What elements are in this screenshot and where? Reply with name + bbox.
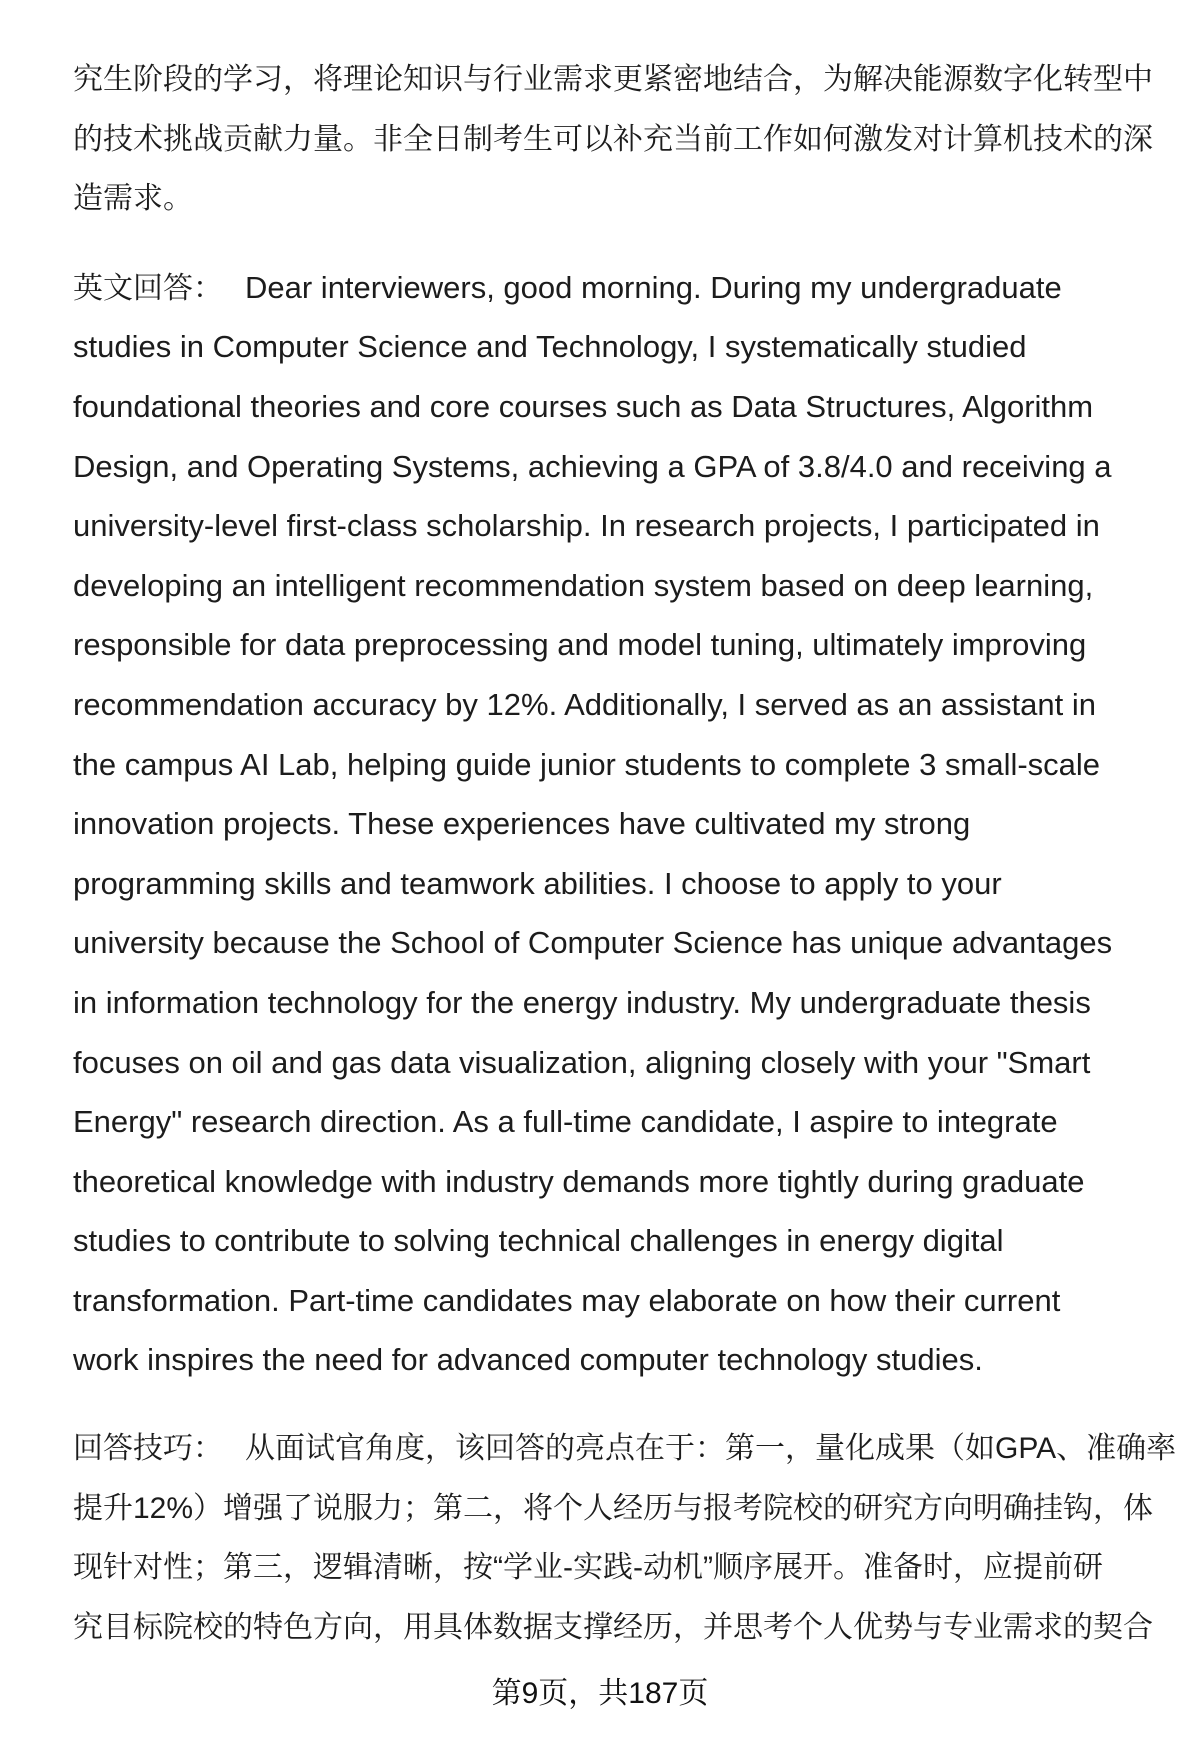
paragraph-continuation <box>73 50 1183 229</box>
text-line: university-level first-class scholarship. In research projects, I participated in <box>73 508 1100 544</box>
text-line: developing an intelligent recommendation system based on deep learning, <box>73 567 1094 603</box>
text-line: innovation projects. These experiences have cultivated my strong <box>73 806 971 842</box>
text-line: in information technology for the energy industry. My undergraduate thesis <box>73 984 1091 1020</box>
text-line: 现针对性；第三，逻辑清晰，按“学业-实践-动机”顺序展开。准备时，应提前研 <box>73 1551 1103 1585</box>
text-line: 究目标院校的特色方向，用具体数据支撑经历，并思考个人优势与专业需求的契合 <box>73 1610 1153 1644</box>
text-line <box>73 258 1183 318</box>
text-line: focuses on oil and gas data visualization, aligning closely with your "Smart <box>73 1044 1091 1080</box>
text-line: transformation. Part-time candidates may elaborate on how their current <box>73 1282 1061 1318</box>
document-page <box>73 50 1183 1686</box>
paragraph-label: 英文回答： <box>73 271 223 305</box>
text-line: recommendation accuracy by 12%. Additionally, I served as an assistant in <box>73 686 1096 722</box>
text-line <box>73 1419 1183 1479</box>
text-line: theoretical knowledge with industry demands more tightly during graduate <box>73 1163 1085 1199</box>
paragraph-english-answer <box>73 258 1183 1390</box>
text-line: Design, and Operating Systems, achieving a GPA of 3.8/4.0 and receiving a <box>73 448 1112 484</box>
text-line: work inspires the need for advanced computer technology studies. <box>73 1342 983 1378</box>
paragraph-label: 回答技巧： <box>73 1432 223 1466</box>
text-line: 造需求。 <box>73 182 193 216</box>
text-line: studies in Computer Science and Technology, I systematically studied <box>73 329 1027 365</box>
text-line: 的技术挑战贡献力量。非全日制考生可以补充当前工作如何激发对计算机技术的深 <box>73 122 1153 156</box>
text-line: foundational theories and core courses such as Data Structures, Algorithm <box>73 388 1094 424</box>
text-line-content: 从面试官角度，该回答的亮点在于：第一，量化成果（如GPA、准确率 <box>245 1432 1177 1466</box>
page-number-footer: 第9页，共187页 <box>491 1677 709 1710</box>
text-line: 提升12%）增强了说服力；第二，将个人经历与报考院校的研究方向明确挂钩，体 <box>73 1491 1154 1525</box>
text-line: responsible for data preprocessing and model tuning, ultimately improving <box>73 627 1087 663</box>
text-line: the campus AI Lab, helping guide junior students to complete 3 small-scale <box>73 746 1101 782</box>
text-line: 究生阶段的学习，将理论知识与行业需求更紧密地结合，为解决能源数字化转型中 <box>73 63 1153 96</box>
text-line: studies to contribute to solving technical challenges in energy digital <box>73 1223 1004 1259</box>
text-line: programming skills and teamwork abilities. I choose to apply to your <box>73 865 1002 901</box>
text-line: Energy" research direction. As a full-time candidate, I aspire to integrate <box>73 1104 1058 1140</box>
paragraph-answer-tips <box>73 1419 1183 1657</box>
text-line-content: Dear interviewers, good morning. During my undergraduate <box>245 269 1062 305</box>
text-line: university because the School of Computer Science has unique advantages <box>73 925 1113 961</box>
